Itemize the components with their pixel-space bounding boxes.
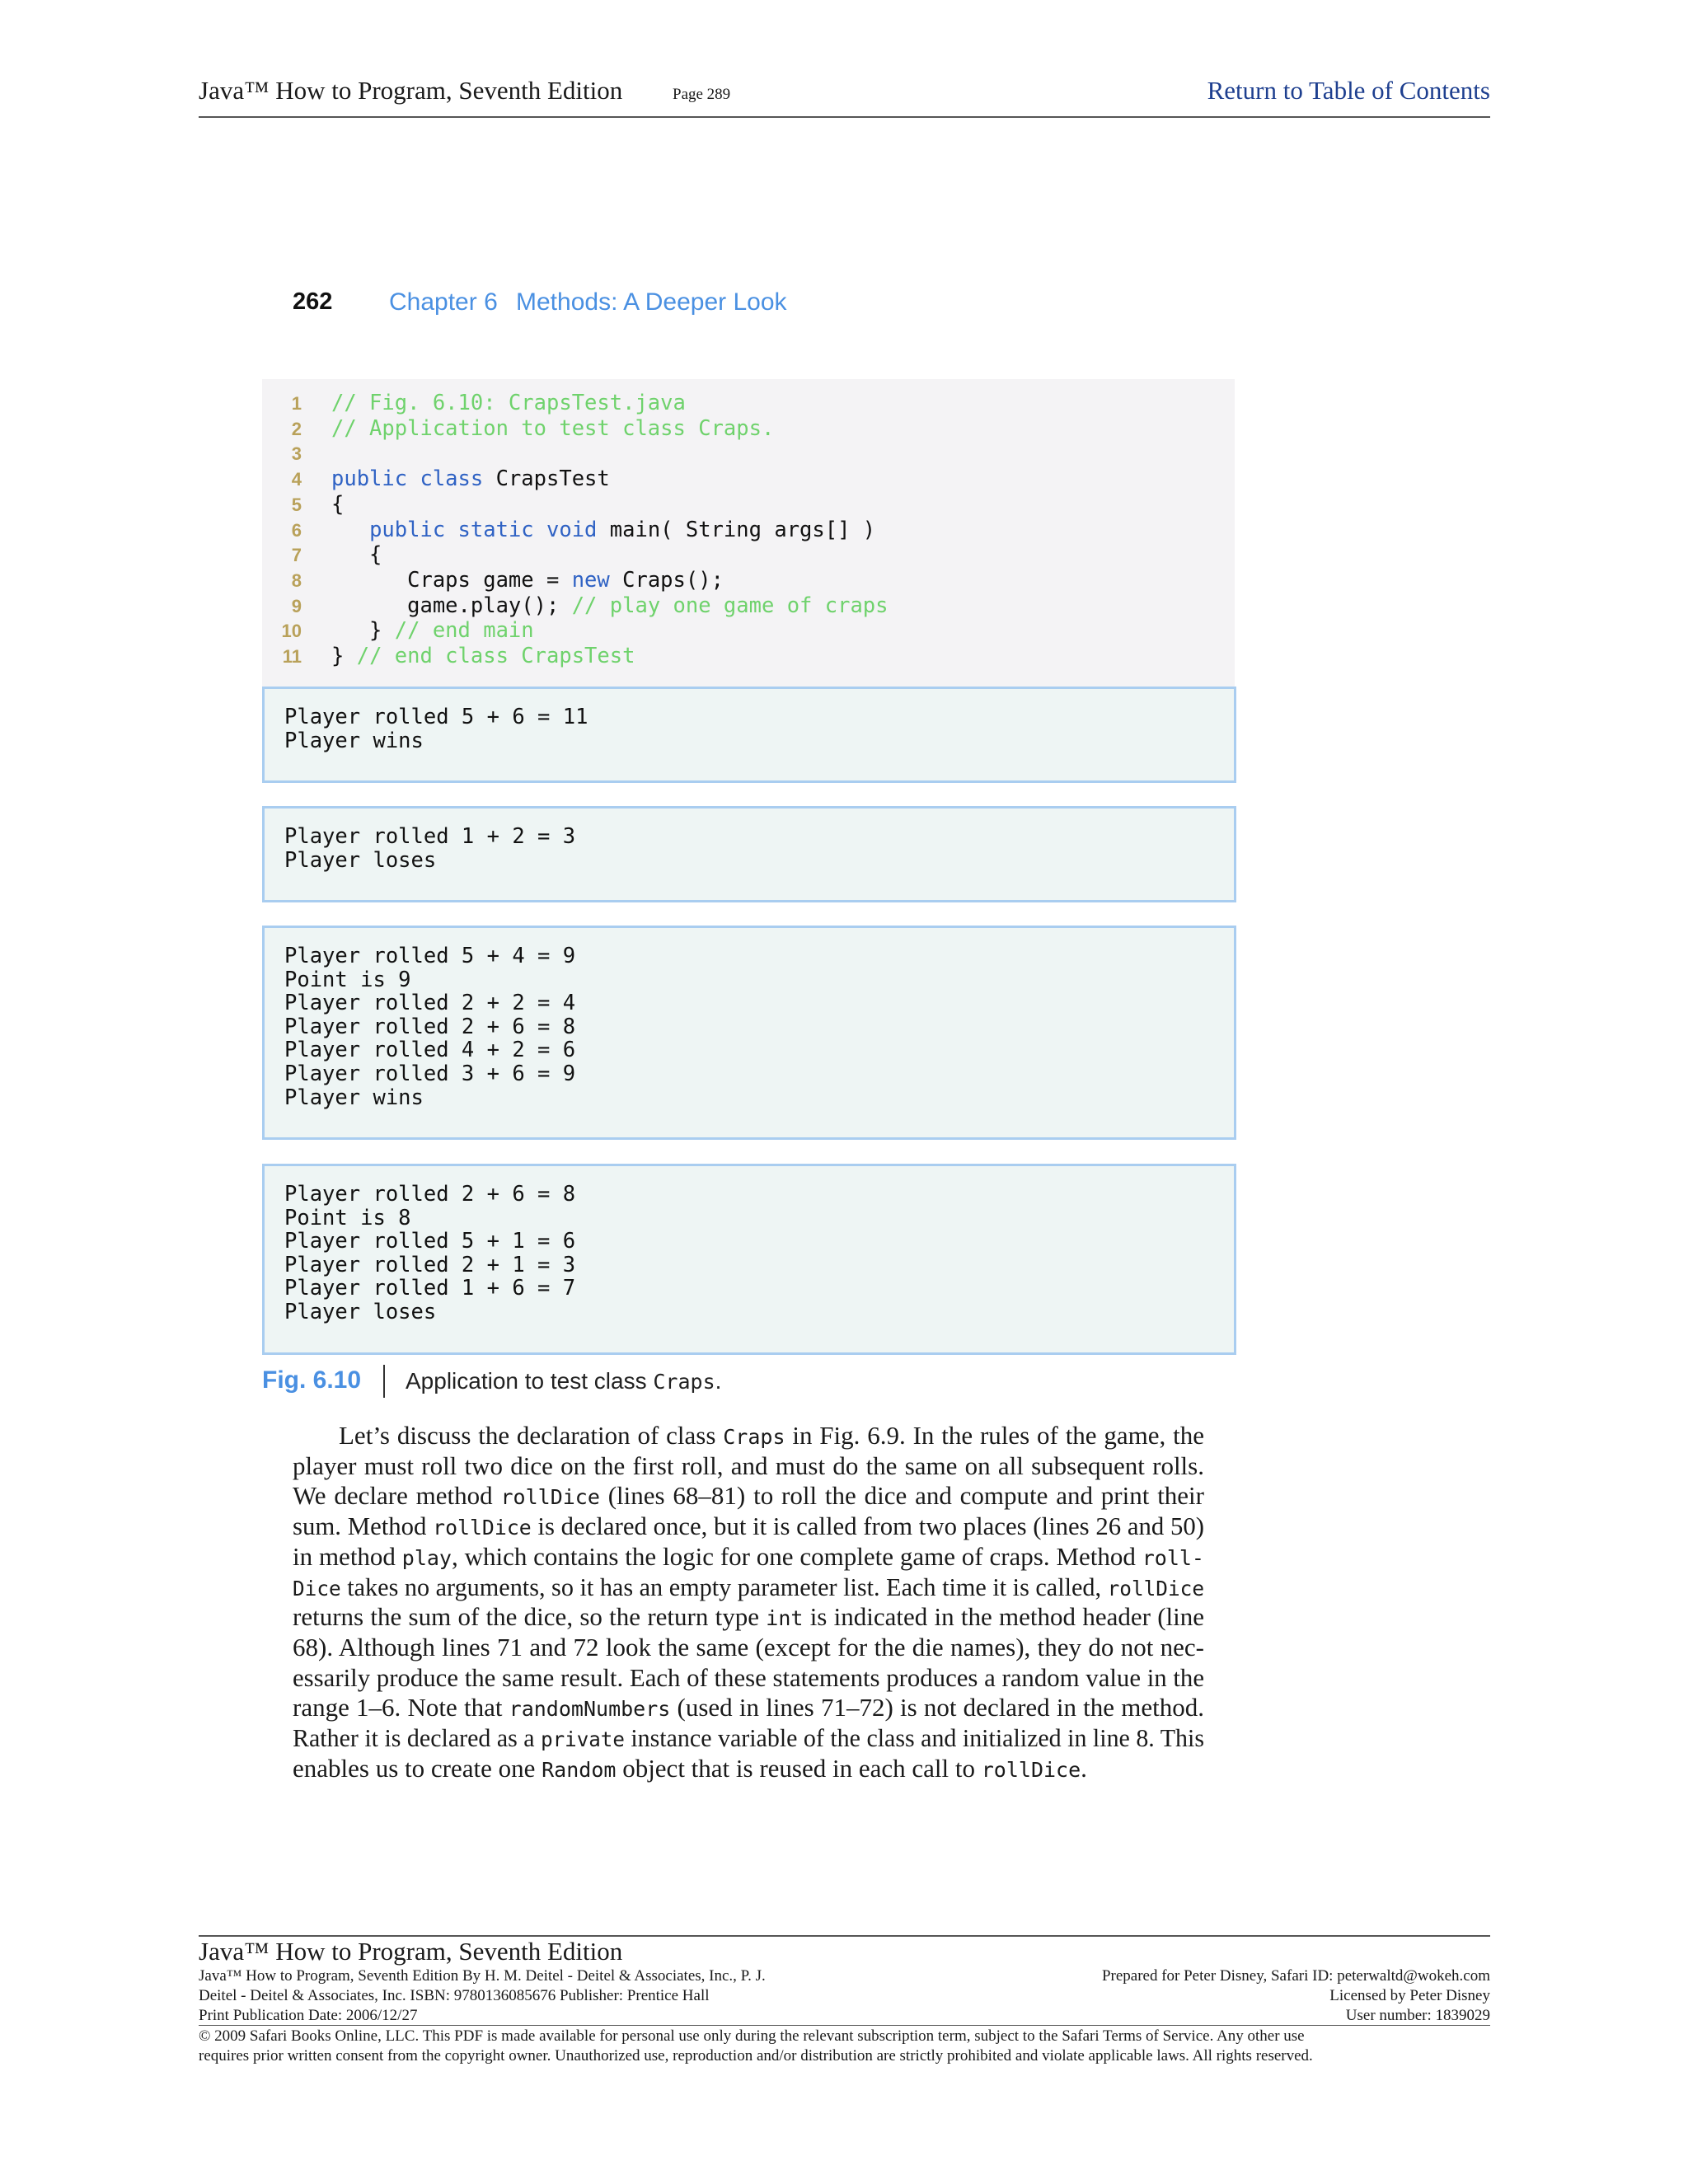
inline-code: rollDice (981, 1757, 1081, 1782)
paragraph-line (293, 1480, 1204, 1511)
code-text (331, 492, 344, 518)
footer-left-line: Print Publication Date: 2006/12/27 (199, 2007, 418, 2024)
figure-caption (406, 1368, 721, 1394)
code-token (331, 518, 369, 542)
code-line (262, 441, 1235, 466)
paragraph-line (293, 1632, 1204, 1662)
caption-divider (383, 1365, 385, 1398)
paragraph-text: in method (293, 1541, 402, 1571)
output-line: Player rolled 2 + 6 = 8 (284, 1014, 576, 1039)
return-to-toc-link[interactable]: Return to Table of Contents (1207, 76, 1490, 105)
paragraph-line (339, 1420, 1204, 1451)
line-number: 10 (281, 621, 302, 642)
paragraph-line (293, 1572, 1204, 1602)
paragraph-text: object that is reused in each call to (616, 1753, 982, 1783)
code-line (262, 593, 1235, 619)
paragraph-line (293, 1692, 1204, 1722)
output-line: Player rolled 1 + 2 = 3 (284, 824, 576, 849)
code-listing (262, 379, 1235, 687)
code-line (262, 492, 1235, 518)
output-line: Player rolled 4 + 2 = 6 (284, 1038, 576, 1063)
paragraph-line (293, 1541, 1204, 1572)
output-line: Player wins (284, 728, 424, 753)
chapter-title: Methods: A Deeper Look (516, 288, 787, 316)
paragraph-line (293, 1662, 1204, 1693)
footer-right-line: Prepared for Peter Disney, Safari ID: peterwaltd@wokeh.com (1101, 1967, 1490, 1985)
paragraph-text: sum. Method (293, 1511, 434, 1541)
line-number: 8 (291, 569, 302, 591)
footer-book-title: Java™ How to Program, Seventh Edition (199, 1937, 623, 1966)
code-text (331, 593, 889, 619)
line-number: 1 (291, 393, 302, 414)
code-token: CrapsTest (483, 466, 610, 492)
paragraph-text: takes no arguments, so it has an empty parameter list. Each time it is called, (340, 1572, 1108, 1601)
code-token: Craps(); (609, 567, 724, 593)
paragraph-text: is indicated in the method header (line (803, 1602, 1204, 1632)
header-book-title: Java™ How to Program, Seventh Edition (199, 76, 623, 105)
code-token: Craps game = (331, 567, 572, 593)
output-line: Player rolled 5 + 1 = 6 (284, 1229, 576, 1254)
footer-right-line: Licensed by Peter Disney (1329, 1987, 1490, 2004)
program-output-box (262, 687, 1236, 783)
copyright-line: requires prior written consent from the copyright owner. Unauthorized use, reproduction and/or distribution are strictly prohibited and violate applicable laws. All rights reserved. (199, 2047, 1313, 2064)
paragraph-text: Let’s discuss the declaration of class (339, 1421, 724, 1450)
code-token: { (331, 542, 382, 568)
code-text (331, 542, 382, 568)
output-line: Point is 8 (284, 1205, 411, 1230)
line-number: 3 (291, 443, 302, 465)
paragraph-text: range 1–6. Note that (293, 1693, 509, 1722)
paragraph-text: returns the sum of the dice, so the return type (293, 1602, 767, 1632)
footer-left-line: Java™ How to Program, Seventh Edition By H. M. Deitel - Deitel & Associates, Inc., P. J. (199, 1967, 766, 1985)
footer-publication-info (199, 1966, 766, 2026)
output-line: Player loses (284, 1300, 437, 1324)
caption-text: Application to test class (406, 1368, 654, 1394)
footer-copyright (199, 2027, 1490, 2066)
line-number: 7 (291, 545, 302, 566)
code-comment: // end main (394, 618, 534, 644)
inline-code: Dice (293, 1576, 341, 1601)
paragraph-text: Rather it is declared as a (293, 1723, 542, 1752)
program-output-box (262, 806, 1236, 902)
output-line: Player wins (284, 1085, 424, 1110)
program-output-box (262, 926, 1236, 1140)
output-line: Player rolled 3 + 6 = 9 (284, 1062, 576, 1086)
code-comment: // Application to test class Craps. (331, 415, 775, 441)
inline-code: int (766, 1606, 804, 1631)
line-number: 4 (291, 469, 302, 490)
inline-code: Craps (723, 1425, 785, 1449)
paragraph-line (293, 1511, 1204, 1541)
code-line (262, 466, 1235, 492)
inline-code: play (401, 1545, 452, 1570)
output-line: Player rolled 5 + 4 = 9 (284, 944, 576, 968)
footer-divider-mid (199, 2025, 1490, 2026)
code-token: game.play(); (331, 593, 572, 618)
code-comment: // play one game of craps (571, 593, 889, 618)
code-text (331, 644, 635, 669)
program-output-box (262, 1164, 1236, 1355)
output-line: Player rolled 2 + 6 = 8 (284, 1182, 576, 1207)
line-number: 9 (291, 595, 302, 616)
code-token: main( String args[] ) (597, 517, 876, 542)
line-number: 5 (291, 494, 302, 515)
paragraph-text: 68). Although lines 71 and 72 look the same (except for the die names), they do not nec- (293, 1632, 1204, 1661)
page-number: 262 (293, 288, 333, 315)
code-keyword: public class (331, 466, 484, 492)
inline-code: Random (542, 1757, 617, 1782)
paragraph-text: is declared once, but it is called from two places (lines 26 and 50) (531, 1511, 1204, 1541)
footer-left-line: Deitel - Deitel & Associates, Inc. ISBN: 9780136085676 Publisher: Prentice Hall (199, 1987, 710, 2004)
footer-right-line: User number: 1839029 (1345, 2007, 1490, 2024)
paragraph-text: , which contains the logic for one complete game of craps. Method (451, 1541, 1142, 1571)
code-line (262, 618, 1235, 644)
code-token: } (331, 644, 357, 668)
paragraph-line (293, 1601, 1204, 1632)
code-keyword: new (571, 567, 610, 593)
output-line: Point is 9 (284, 967, 411, 992)
code-line (262, 391, 1235, 416)
copyright-line: © 2009 Safari Books Online, LLC. This PDF is made available for personal use only during the relevant subscription term, subject to the Safari Terms of Service. Any other use (199, 2027, 1305, 2045)
code-line (262, 568, 1235, 593)
code-text (331, 568, 724, 593)
paragraph-line (293, 1722, 1204, 1753)
output-line: Player rolled 5 + 6 = 11 (284, 705, 588, 729)
output-line: Player rolled 2 + 2 = 4 (284, 991, 576, 1016)
caption-code: Craps (653, 1370, 715, 1394)
inline-code: randomNumbers (509, 1697, 671, 1722)
code-text (331, 466, 610, 492)
inline-code: private (541, 1727, 625, 1751)
code-token: { (331, 491, 345, 517)
line-number: 6 (291, 519, 302, 541)
footer-license-info (1102, 1966, 1490, 2026)
code-text (331, 416, 774, 442)
code-comment: // end class CrapsTest (356, 644, 635, 668)
figure-number: Fig. 6.10 (262, 1366, 362, 1394)
paragraph-text: essarily produce the same result. Each of these statements produces a random value in the (293, 1662, 1204, 1692)
paragraph-line (293, 1451, 1204, 1481)
inline-code: roll- (1142, 1545, 1204, 1570)
code-line (262, 518, 1235, 543)
caption-end: . (715, 1368, 722, 1394)
paragraph-line (293, 1753, 1087, 1783)
code-text (331, 618, 534, 644)
code-comment: // Fig. 6.10: CrapsTest.java (331, 391, 686, 415)
paragraph-text: instance variable of the class and initialized in line 8. This (624, 1723, 1204, 1752)
code-text (331, 518, 875, 543)
inline-code: rollDice (500, 1485, 600, 1510)
output-line: Player rolled 2 + 1 = 3 (284, 1252, 576, 1277)
paragraph-text: We declare method (293, 1481, 501, 1511)
paragraph-text: . (1081, 1753, 1087, 1783)
line-number: 2 (291, 418, 302, 439)
inline-code: rollDice (1107, 1576, 1204, 1601)
code-keyword: public static void (369, 517, 598, 542)
paragraph-text: player must roll two dice on the first roll, and must do the same on all subsequent rolls. (293, 1451, 1204, 1480)
code-line (262, 644, 1235, 669)
line-number: 11 (282, 646, 302, 667)
paragraph-text: (used in lines 71–72) is not declared in the method. (670, 1693, 1204, 1722)
paragraph-text: in Fig. 6.9. In the rules of the game, the (785, 1421, 1204, 1450)
header-divider (199, 116, 1490, 118)
output-line: Player rolled 1 + 6 = 7 (284, 1276, 576, 1301)
chapter-label: Chapter 6 (389, 288, 498, 316)
paragraph-text: (lines 68–81) to roll the dice and compute and print their (599, 1481, 1204, 1511)
code-text (331, 391, 686, 416)
code-line (262, 542, 1235, 568)
code-token: } (331, 618, 395, 644)
paragraph-text: enables us to create one (293, 1753, 542, 1783)
header-page-label: Page 289 (673, 86, 731, 103)
output-line: Player loses (284, 847, 437, 873)
code-line (262, 416, 1235, 442)
inline-code: rollDice (433, 1516, 532, 1540)
